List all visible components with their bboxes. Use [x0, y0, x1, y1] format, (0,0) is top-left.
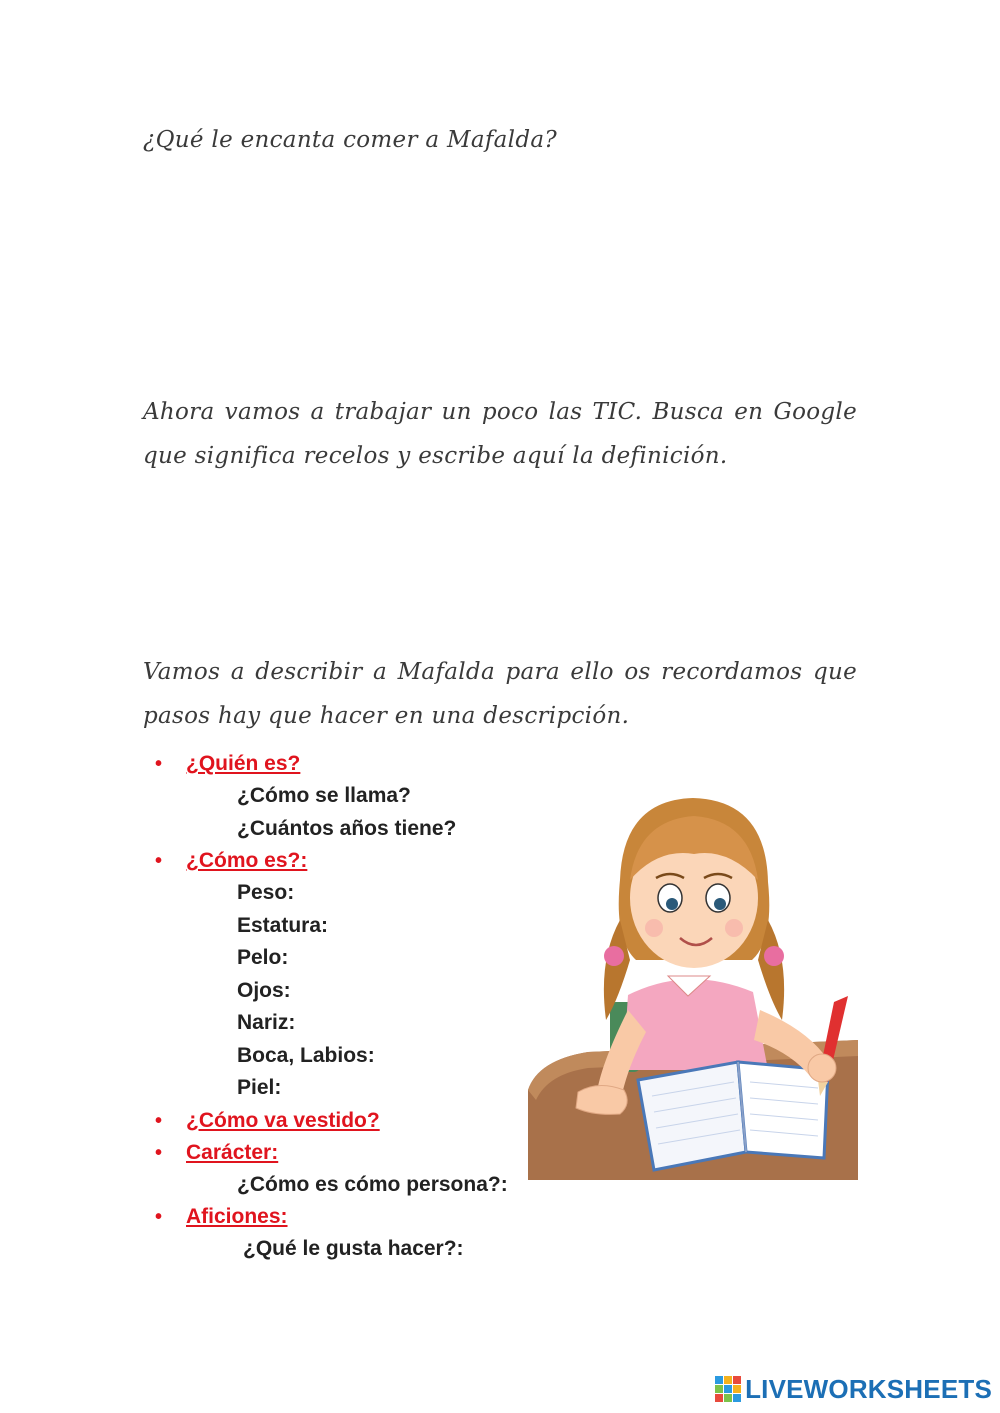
question-tic-definition: Ahora vamos a trabajar un poco las TIC. Busca en Google que significa recelos y escribe aquí la definición.	[143, 399, 857, 469]
outline-item: Pelo:	[237, 946, 289, 969]
girl-writing-illustration	[528, 770, 858, 1180]
outline-item: ¿Cómo es cómo persona?:	[237, 1172, 508, 1196]
bullet-icon: •	[155, 1109, 163, 1132]
section-label: ¿Cómo es?:	[186, 849, 308, 872]
brand-name: LIVEWORKSHEETS	[745, 1373, 992, 1404]
outline-item: Piel:	[237, 1076, 282, 1099]
outline-section-como-es	[155, 845, 555, 877]
outline-item: Ojos:	[237, 978, 291, 1002]
outline-section-caracter	[155, 1137, 555, 1169]
bullet-icon: •	[155, 1206, 163, 1228]
section-label: Aficiones:	[186, 1205, 288, 1228]
question-food: ¿Qué le encanta comer a Mafalda?	[143, 127, 557, 153]
section-label: ¿Quién es?	[186, 752, 301, 775]
question-description: Vamos a describir a Mafalda para ello os recordamos que pasos hay que hacer en una descripción.	[143, 659, 857, 729]
bullet-icon: •	[155, 850, 163, 872]
outline-section-vestido	[155, 1105, 555, 1137]
outline-section-quien	[155, 748, 555, 780]
bullet-icon: •	[155, 1141, 163, 1164]
description-outline	[155, 748, 555, 1266]
outline-item: Peso:	[237, 881, 295, 904]
outline-item: Estatura:	[237, 913, 329, 937]
outline-item: ¿Cómo se llama?	[237, 784, 411, 807]
liveworksheets-logo	[715, 1373, 992, 1405]
outline-item: Boca, Labios:	[237, 1043, 375, 1067]
section-label: Carácter:	[186, 1140, 279, 1164]
section-label: ¿Cómo va vestido?	[186, 1108, 380, 1132]
outline-item: Nariz:	[237, 1011, 296, 1034]
outline-item: ¿Qué le gusta hacer?:	[243, 1237, 464, 1260]
outline-section-aficiones	[155, 1201, 555, 1233]
bullet-icon: •	[155, 753, 163, 775]
liveworksheets-logo-icon	[715, 1376, 741, 1402]
outline-item: ¿Cuántos años tiene?	[237, 816, 457, 840]
